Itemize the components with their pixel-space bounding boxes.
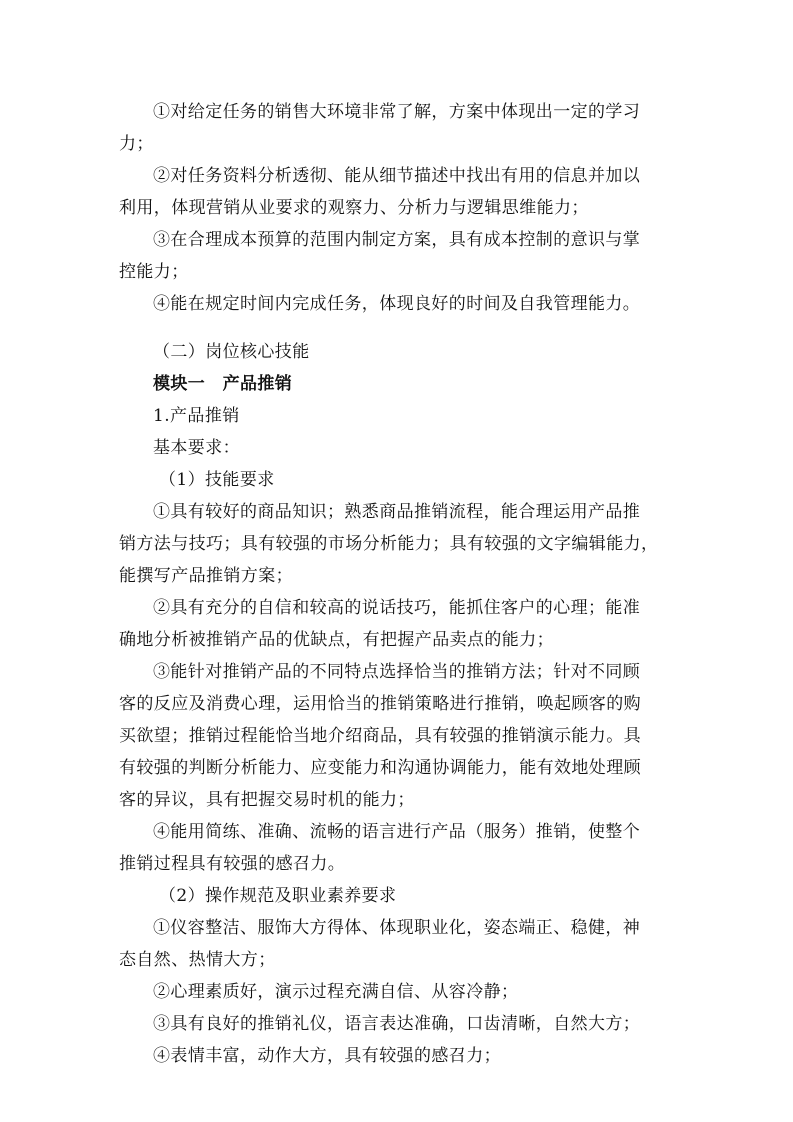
paragraph-line: 客的异议，具有把握交易时机的能力； bbox=[119, 790, 415, 810]
paragraph-line: 能撰写产品推销方案； bbox=[119, 566, 293, 586]
paragraph-line: ④能用简练、准确、流畅的语言进行产品（服务）推销，使整个 bbox=[153, 822, 641, 842]
item-title: 1.产品推销 bbox=[153, 406, 240, 426]
subsection-heading: （1）技能要求 bbox=[159, 470, 275, 490]
paragraph-line: 客的反应及消费心理，运用恰当的推销策略进行推销，唤起顾客的购 bbox=[119, 694, 641, 714]
paragraph-line: 有较强的判断分析能力、应变能力和沟通协调能力，能有效地处理顾 bbox=[119, 758, 641, 778]
paragraph-line: 确地分析被推销产品的优缺点，有把握产品卖点的能力； bbox=[119, 630, 554, 650]
paragraph-line: 买欲望；推销过程能恰当地介绍商品，具有较强的推销演示能力。具 bbox=[119, 726, 641, 746]
section-heading: （二）岗位核心技能 bbox=[153, 342, 310, 362]
paragraph-line: ④表情丰富，动作大方，具有较强的感召力； bbox=[153, 1046, 501, 1066]
paragraph-line: ②对任务资料分析透彻、能从细节描述中找出有用的信息并加以 bbox=[153, 166, 641, 186]
paragraph-line: ②具有充分的自信和较高的说话技巧，能抓住客户的心理；能准 bbox=[153, 598, 641, 618]
paragraph-line: 力； bbox=[119, 134, 154, 154]
paragraph-line: 推销过程具有较强的感召力。 bbox=[119, 854, 346, 874]
paragraph-line: ①对给定任务的销售大环境非常了解，方案中体现出一定的学习 bbox=[153, 102, 641, 122]
paragraph-line: ①具有较好的商品知识；熟悉商品推销流程，能合理运用产品推 bbox=[153, 502, 641, 522]
paragraph-line: ③具有良好的推销礼仪，语言表达准确，口齿清晰，自然大方； bbox=[153, 1014, 641, 1034]
paragraph-line: 销方法与技巧；具有较强的市场分析能力；具有较强的文字编辑能力， bbox=[119, 534, 659, 554]
paragraph-line: ①仪容整洁、服饰大方得体、体现职业化，姿态端正、稳健，神 bbox=[153, 918, 641, 938]
subsection-heading: （2）操作规范及职业素养要求 bbox=[159, 886, 397, 906]
basic-requirements-label: 基本要求： bbox=[153, 438, 240, 458]
paragraph-line: ④能在规定时间内完成任务，体现良好的时间及自我管理能力。 bbox=[153, 294, 641, 314]
module-title: 模块一 产品推销 bbox=[153, 374, 293, 394]
paragraph-line: 利用，体现营销从业要求的观察力、分析力与逻辑思维能力； bbox=[119, 198, 589, 218]
paragraph-line: ③能针对推销产品的不同特点选择恰当的推销方法；针对不同顾 bbox=[153, 662, 641, 682]
paragraph-line: 态自然、热情大方； bbox=[119, 950, 276, 970]
paragraph-line: ③在合理成本预算的范围内制定方案，具有成本控制的意识与掌 bbox=[153, 230, 641, 250]
paragraph-line: ②心理素质好，演示过程充满自信、从容冷静； bbox=[153, 982, 519, 1002]
paragraph-line: 控能力； bbox=[119, 262, 189, 282]
